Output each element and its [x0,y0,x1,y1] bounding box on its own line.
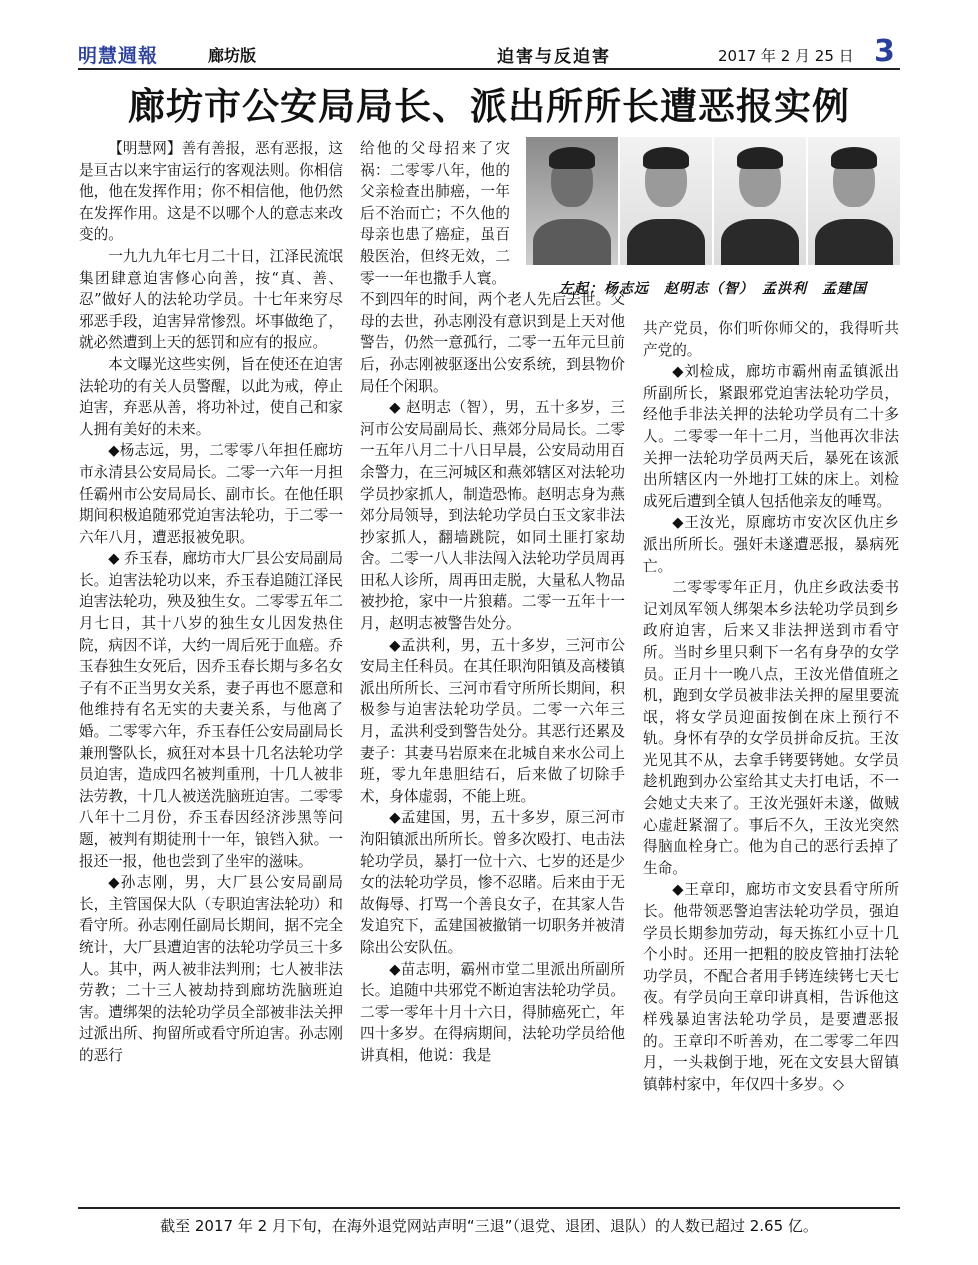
portrait-photo [808,137,900,265]
paragraph: 一九九九年七月二十日，江泽民流氓集团肆意迫害修心向善，按“真、善、忍”做好人的法轮功学员。十七年来穷尽邪恶手段，迫害异常惨烈。坏事做绝了，就必然遭到上天的惩罚和应有的报应。 [79,247,343,352]
paragraph: ◆杨志远，男，二零零八年担任廊坊市永清县公安局局长。二零一六年一月担任霸州市公安局局长、副市长。在他任职期间积极追随邪党迫害法轮功，于二零一六年八月，遭恶报被免职。 [79,442,343,546]
section-title: 迫害与反迫害 [497,47,611,67]
paragraph: 不到四年的时间，两个老人先后去世。父母的去世，孙志刚没有意识到是上天对他警告，仍然一意孤行，二零一五年元旦前后，孙志刚被驱逐出公安系统，到县物价局任个闲职。 [360,291,625,395]
paragraph: ◆ 乔玉春，廊坊市大厂县公安局副局长。迫害法轮功以来，乔玉春追随江泽民迫害法轮功，殃及独生女。二零零五年二月七日，其十八岁的独生女儿因发热住院，病因不详，大约一周后死于血癌。乔玉春独生女死后，因乔玉春长期与多名女子有不正当男女关系，妻子再也不愿意和他维持有名无实的夫妻关系，与他离了婚。二零零六年，乔玉春任公安局副局长兼刑警队长，疯狂对本县十几名法轮功学员迫害，造成四名被判重刑，十几人被非法劳教，十几人被送洗脑班迫害。二零零八年十二月份，乔玉春因经济涉黑等问题，被判有期徒刑十一年，锒铛入狱。一报还一报，他也尝到了坐牢的滋味。 [79,550,343,870]
photo-group [526,137,900,305]
portrait-hair [831,147,877,169]
portrait-shoulders [627,219,704,265]
paragraph: ◆孟建国，男，五十多岁，原三河市泃阳镇派出所所长。曾多次殴打、电击法轮功学员，暴打一位十六、七岁的还是少女的法轮功学员，惨不忍睹。后来由于无故侮辱、打骂一个善良女子，在其家人告发追究下，孟建国被撤销一切职务并被清除出公安队伍。 [360,809,625,956]
paragraph: ◆刘检成，廊坊市霸州南孟镇派出所副所长，紧跟邪党迫害法轮功学员，经他手非法关押的法轮功学员有二十多人。二零零一年十二月，当他再次非法关押一法轮功学员两天后，暴死在该派出所辖区内一外地打工妹的床上。刘检成死后遭到全镇人包括他亲友的唾骂。 [643,363,899,510]
header-rule [78,68,900,70]
footer-notice: 截至 2017 年 2 月下旬，在海外退党网站声明“三退”（退党、退团、退队）的人数已超过 2.65 亿。 [160,1217,818,1235]
paragraph-beside-photos: 给他的父母招来了灾祸：二零零八年，他的父亲检查出肺癌，一年后不治而亡；不久他的母亲也患了癌症，虽百般医治，但终无效，二零一一年也撒手人寰。 [360,140,510,287]
article-title: 廊坊市公安局局长、派出所所长遭恶报实例 [128,85,850,128]
paragraph: ◆王汝光，原廊坊市安次区仇庄乡派出所所长。强奸未遂遭恶报，暴病死亡。 [643,514,899,575]
portrait-photo [526,137,618,265]
column-1 [79,138,343,1067]
issue-date: 2017 年 2 月 25 日 [718,47,854,65]
paragraph: ◆ 赵明志（智），男，五十多岁，三河市公安局副局长、燕郊分局局长。二零一五年八月二十八日早晨，公安局动用百余警力，在三河城区和燕郊辖区对法轮功学员抄家抓人，制造恐怖。赵明志身为燕郊分局领导，到法轮功学员白玉文家非法抄家抓人，翻墙跳院，如同土匪打家劫舍。二零一八人非法闯入法轮功学员周再田私人诊所，周再田走脱，大量私人物品被抄抢，家中一片狼藉。二零一五年十一月，赵明志被警告处分。 [360,399,625,633]
edition-label: 廊坊版 [208,46,257,65]
page-header [78,34,900,69]
footer-rule [78,1207,900,1209]
paragraph: 共产党员，你们听你师父的，我得听共产党的。 [643,320,899,359]
paragraph: ◆王章印，廊坊市文安县看守所所长。他带领恶警迫害法轮功学员，强迫学员长期参加劳动，每天拣红小豆十几个小时。还用一把粗的胶皮管抽打法轮功学员，不配合者用手铐连续铐七天七夜。有学员向王章印讲真相，告诉他这样残暴迫害法轮功学员，是要遭恶报的。王章印不听善劝，在二零零二年四月，一头栽倒于地，死在文安县大留镇镇韩村家中，年仅四十多岁。◇ [643,881,899,1093]
portrait-photo [714,137,806,265]
portrait-shoulders [533,219,610,265]
portrait-photo [620,137,712,265]
portrait-hair [549,147,595,169]
photo-caption: 左起：杨志远 赵明志（智） 孟洪利 孟建国 [559,281,867,297]
portrait-hair [737,147,783,169]
paragraph: 【明慧网】善有善报，恶有恶报，这是亘古以来宇宙运行的客观法则。你相信他，他在发挥作用；你不相信他，他仍然在发挥作用。这是不以哪个人的意志来改变的。 [79,140,343,244]
paragraph: ◆孟洪利，男，五十多岁，三河市公安局主任科员。在其任职泃阳镇及高楼镇派出所所长、三河市看守所所长期间，积极参与迫害法轮功学员。二零一六年三月，孟洪利受到警告处分。其恶行还累及妻子：其妻马岩原来在北城自来水公司上班，零九年患胆结石，后来做了切除手术，身体虚弱，不能上班。 [360,636,625,805]
paragraph: 本文曝光这些实例，旨在使还在迫害法轮功的有关人员警醒，以此为戒，停止迫害，弃恶从善，将功补过，使自己和家人拥有美好的未来。 [79,355,343,438]
masthead: 明慧週報 [78,45,159,67]
page-number: 3 [874,34,895,69]
portrait-row [526,137,900,265]
paragraph: ◆苗志明，霸州市堂二里派出所副所长。追随中共邪党不断迫害法轮功学员。二零一零年十月十六日，得肺癌死亡，年四十多岁。在得病期间，法轮功学员给他讲真相，他说：我是 [360,960,625,1064]
paragraph: ◆孙志刚，男，大厂县公安局副局长，主管国保大队（专职迫害法轮功）和看守所。孙志刚任副局长期间，据不完全统计，大厂县遭迫害的法轮功学员三十多人。其中，两人被非法判刑；七人被非法劳教；二十三人被劫持到廊坊洗脑班迫害。遭绑架的法轮功学员全部被非法关押过派出所、拘留所或看守所迫害。孙志刚的恶行 [79,874,343,1064]
column-3 [643,318,899,1095]
portrait-shoulders [721,219,798,265]
paragraph: 二零零零年正月，仇庄乡政法委书记刘凤军领人绑架本乡法轮功学员到乡政府迫害，后来又非法押送到市看守所。当时乡里只剩下一名有身孕的女学员。正月十一晚八点，王汝光借值班之机，跑到女学员被非法关押的屋里要流氓，将女学员迎面按倒在床上预行不轨。身怀有孕的女学员拼命反抗。王汝光见其不从，去拿手铐要铐她。女学员趁机跑到办公室给其丈夫打电话，不一会她丈夫来了。王汝光强奸未遂，做贼心虚赶紧溜了。事后不久，王汝光突然得脑血栓身亡。他为自己的恶行丢掉了生命。 [643,579,899,877]
portrait-shoulders [815,219,892,265]
portrait-hair [643,147,689,169]
